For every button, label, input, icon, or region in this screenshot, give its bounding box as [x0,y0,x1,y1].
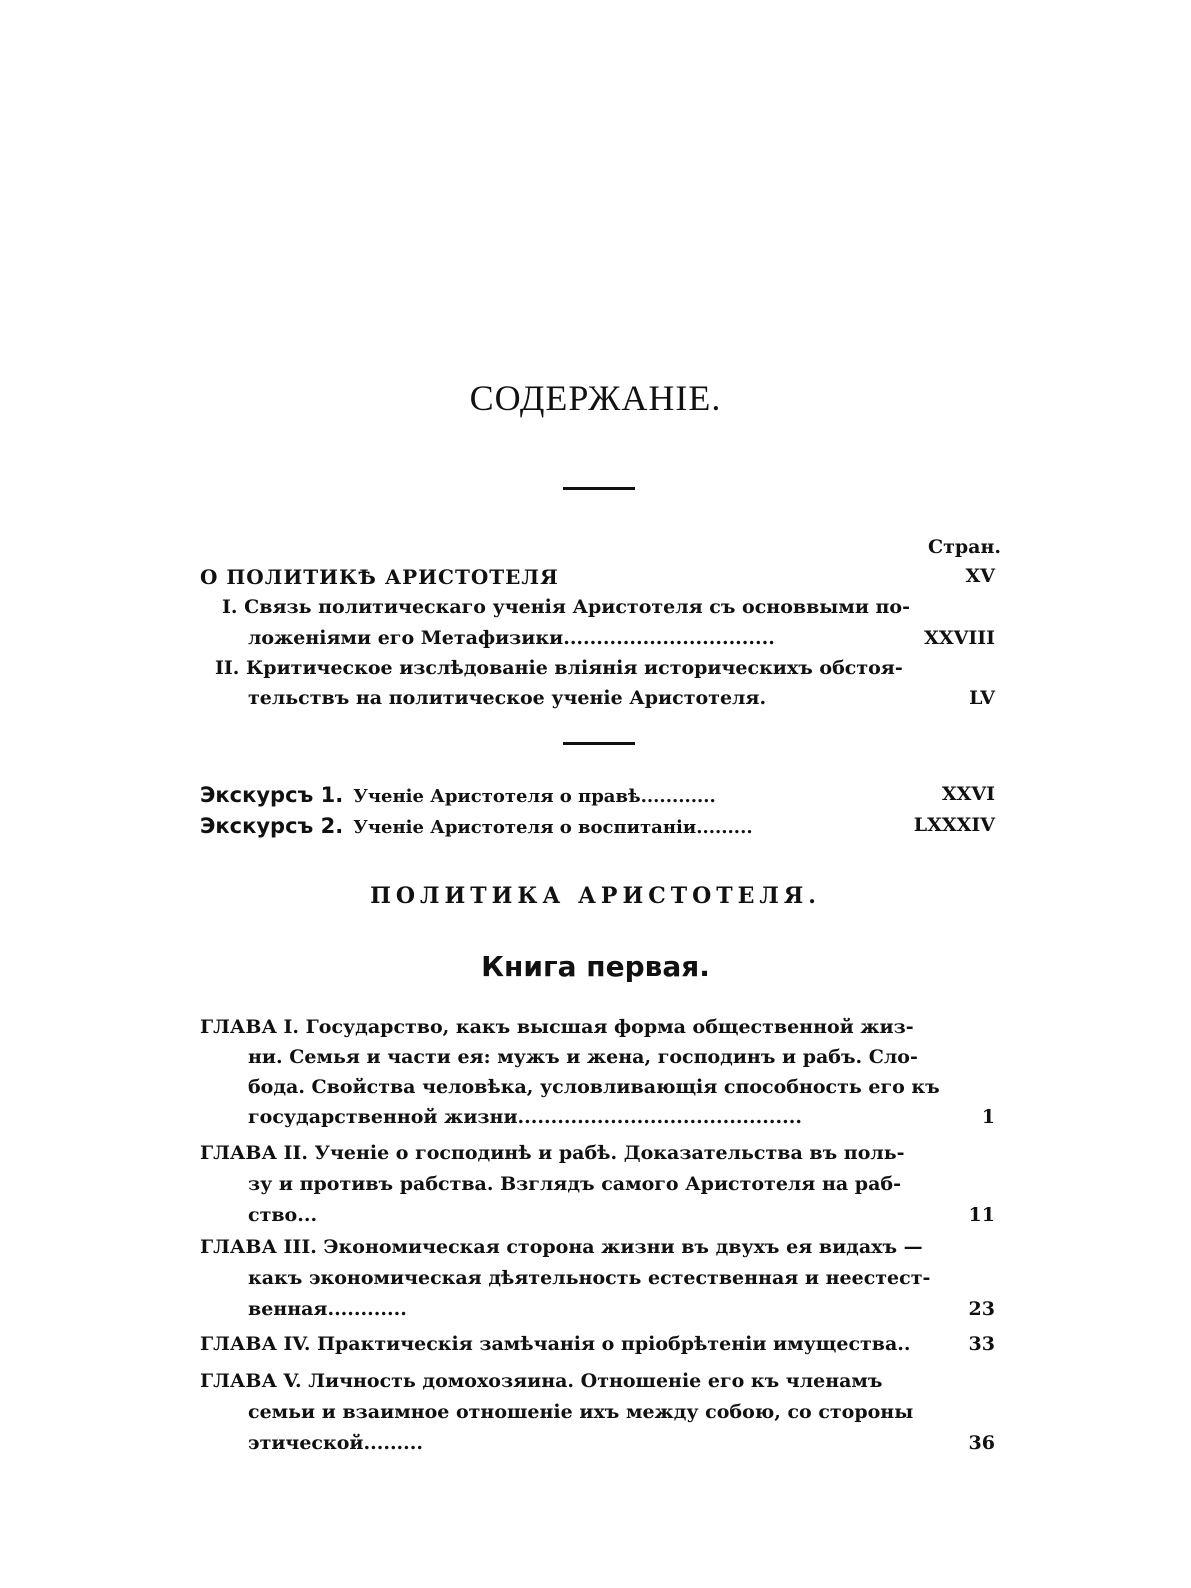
toc-entry-page: 11 [968,1204,995,1226]
toc-chapter-2[interactable] [200,1142,995,1232]
toc-entry-page: 36 [968,1432,995,1454]
divider-middle [563,742,635,745]
toc-entry-page: XXVI [941,783,995,805]
toc-entry-page: LV [969,687,995,709]
toc-line: ство... [248,1204,318,1226]
excursus-text: Ученіе Аристотеля о воспитаніи......... [353,817,753,838]
toc-line: семьи и взаимное отношеніе ихъ между собою, со стороны [248,1401,914,1423]
toc-line: I. Связь политическаго ученія Аристотеля съ основвыми по- [222,596,910,618]
page-column-header: Стран. [927,536,1001,558]
toc-line: ГЛАВА III. Экономическая сторона жизни въ двухъ ея видахъ — [200,1236,923,1258]
excursus-label: Экскурсъ 1. [200,783,344,807]
section-title: ПОЛИТИКА АРИСТОТЕЛЯ. [370,883,821,909]
toc-line: какъ экономическая дѣятельность естественная и неестест- [248,1267,931,1289]
toc-line: ни. Семья и части ея: мужъ и жена, господинъ и рабъ. Сло- [248,1046,918,1068]
toc-line: венная............ [248,1298,407,1320]
toc-entry-page: XXVIII [924,627,995,649]
toc-entry-page: 23 [968,1298,995,1320]
toc-subentry-1[interactable] [200,596,995,656]
toc-line: бода. Свойства человѣка, условливающія способность его къ [248,1076,940,1098]
toc-entry-page: 1 [981,1106,995,1128]
excursus-label: Экскурсъ 2. [200,814,344,838]
toc-entry-intro[interactable] [200,565,995,591]
toc-line: зу и противъ рабства. Взглядъ самого Аристотеля на раб- [248,1173,901,1195]
toc-line: этической......... [248,1432,424,1454]
toc-line: ГЛАВА V. Личность домохозяина. Отношеніе его къ членамъ [200,1370,883,1392]
toc-line: II. Критическое изслѣдованіе вліянія историческихъ обстоя- [215,657,903,679]
toc-chapter-1[interactable] [200,1016,995,1136]
toc-entry-page: LXXXIV [913,814,995,836]
toc-line: ложеніями его Метафизики................................ [248,627,775,649]
toc-subentry-2[interactable] [200,657,995,717]
toc-chapter-3[interactable] [200,1236,995,1326]
toc-line: ГЛАВА I. Государство, какъ высшая форма общественной жиз- [200,1016,914,1038]
toc-line: государственной жизни........................................... [248,1106,802,1128]
toc-excursus-2[interactable] [200,814,995,842]
toc-entry-page: 33 [968,1333,995,1355]
book-title: Книга первая. [481,950,710,983]
toc-chapter-5[interactable] [200,1370,995,1460]
toc-entry-page: XV [965,565,995,587]
toc-excursus-1[interactable] [200,783,995,811]
toc-entry-label: О ПОЛИТИКѢ АРИСТОТЕЛЯ [200,565,559,589]
excursus-text: Ученіе Аристотеля о правѣ............ [353,786,716,807]
toc-line: тельствъ на политическое ученіе Аристотеля. [248,687,767,709]
toc-line: ГЛАВА II. Ученіе о господинѣ и рабѣ. Доказательства въ поль- [200,1142,905,1164]
divider-top [563,487,635,490]
page-title: СОДЕРЖАНІЕ. [469,378,722,418]
toc-chapter-4[interactable] [200,1333,995,1363]
toc-line: ГЛАВА IV. Практическія замѣчанія о пріобрѣтеніи имущества.. [200,1333,911,1355]
